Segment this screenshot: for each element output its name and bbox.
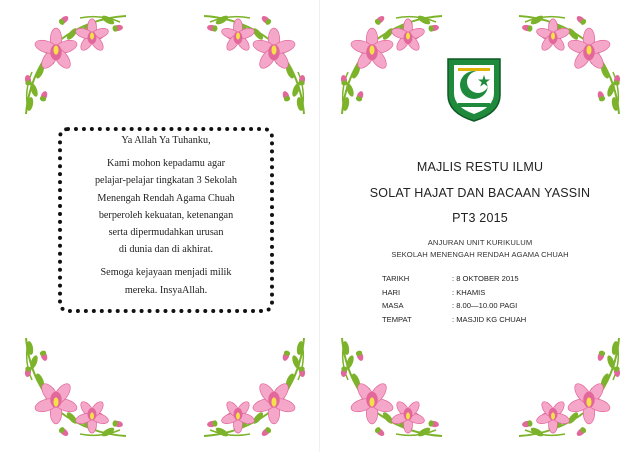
prayer-line: di dunia dan di akhirat. (118, 244, 214, 256)
detail-row (382, 288, 602, 302)
prayer-line: serta dipermudahkan urusan (108, 227, 224, 239)
event-title-line: SOLAT HAJAT DAN BACAAN YASSIN (369, 186, 591, 200)
floral-corner-bottom-left-icon (20, 332, 130, 442)
detail-value: : MASJID KG CHUAH (452, 314, 527, 324)
event-details (382, 274, 602, 328)
prayer-text (62, 132, 270, 305)
organizer-line: SEKOLAH MENENGAH RENDAH AGAMA CHUAH (391, 250, 569, 259)
prayer-line: Kami mohon kepadamu agar (107, 158, 225, 170)
floral-corner-bottom-right-icon (200, 332, 310, 442)
floral-corner-top-right-icon (200, 10, 310, 120)
prayer-stanza (62, 264, 270, 298)
detail-value: : 8 OKTOBER 2015 (452, 274, 519, 283)
detail-value: : 8.00—10.00 PAGI (452, 301, 518, 310)
detail-row (382, 274, 602, 288)
school-crest-icon (444, 55, 504, 123)
organizer-line: ANJURAN UNIT KURIKULUM (427, 238, 533, 247)
prayer-line: Menengah Rendah Agama Chuah (97, 192, 235, 204)
prayer-stanza (62, 132, 270, 149)
event-title-line: MAJLIS RESTU ILMU (416, 160, 544, 174)
floral-corner-top-left-icon (336, 10, 446, 120)
prayer-line: berperoleh kekuatan, ketenangan (98, 209, 234, 221)
detail-label: MASA (382, 301, 404, 310)
prayer-line: Ya Allah Ya Tuhanku, (121, 135, 211, 146)
prayer-stanza (62, 155, 270, 258)
detail-label: TARIKH (382, 274, 410, 283)
detail-label: TEMPAT (382, 314, 412, 324)
detail-row (382, 315, 602, 329)
detail-label: HARI (382, 287, 401, 297)
detail-value: : KHAMIS (452, 287, 486, 297)
floral-corner-top-right-icon (515, 10, 625, 120)
prayer-line: Semoga kejayaan menjadi milik (100, 267, 232, 279)
floral-corner-top-left-icon (20, 10, 130, 120)
fold-divider (319, 0, 320, 452)
detail-row (382, 301, 602, 315)
event-title-line: PT3 2015 (452, 211, 508, 225)
prayer-line: mereka. InsyaAllah. (124, 284, 208, 296)
floral-corner-bottom-right-icon (515, 332, 625, 442)
prayer-line: pelajar-pelajar tingkatan 3 Sekolah (94, 175, 238, 187)
floral-corner-bottom-left-icon (336, 332, 446, 442)
